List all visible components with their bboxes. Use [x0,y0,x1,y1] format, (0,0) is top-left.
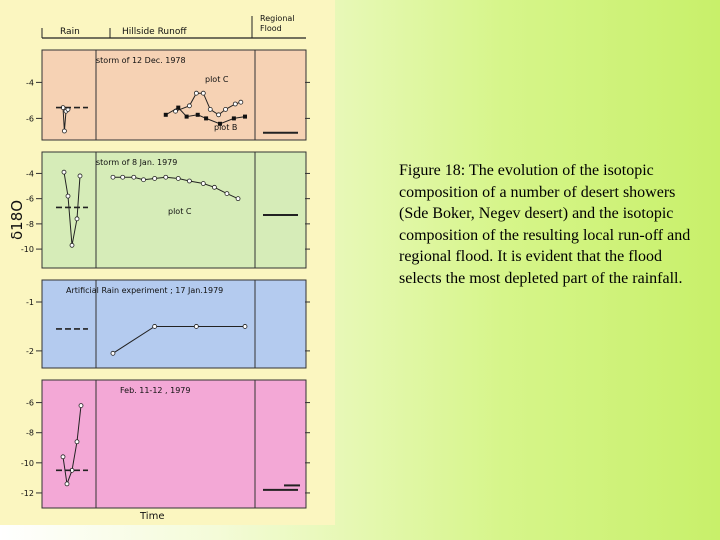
series-point [153,176,157,180]
column-headers [42,14,306,38]
panel-title: storm of 8 Jan. 1979 [96,158,178,167]
series-point [194,91,198,95]
series-point [236,197,240,201]
rain-point [66,194,70,198]
y-tick-label: -10 [20,458,34,468]
series-point [232,116,236,120]
series-point [111,351,115,355]
rain-point [75,217,79,221]
series-point [187,179,191,183]
series-point [196,113,200,117]
series-point [176,106,180,110]
y-axis-label: δ18O [8,199,26,240]
header-rain: Rain [60,27,80,37]
panel-title: storm of 12 Dec. 1978 [96,56,186,65]
series-point [176,176,180,180]
panel-background [42,380,306,508]
y-tick-label: -4 [26,78,34,88]
header-hillside-runoff: Hillside Runoff [122,27,187,37]
isotope-figure [0,0,335,525]
y-tick-label: -12 [20,488,34,498]
series-point [111,175,115,179]
y-tick-label: -1 [26,298,34,307]
series-point [243,324,247,328]
y-tick-label: -10 [20,245,34,255]
y-tick-label: -6 [26,398,34,408]
panel-title: Artificial Rain experiment ; 17 Jan.1979 [66,286,224,295]
rain-point [61,455,65,459]
rain-point [70,243,74,247]
series-point [204,116,208,120]
panel-4 [21,380,310,508]
series-point [243,115,247,119]
series-label: plot C [168,207,192,216]
series-point [164,175,168,179]
rain-point [62,129,66,133]
series-point [121,175,125,179]
y-tick-label: -8 [26,428,34,438]
rain-point [62,170,66,174]
panel-3 [26,280,310,368]
series-point [239,100,243,104]
panels-group [21,50,310,508]
header-regional-flood: Regional Flood [260,14,295,33]
series-point [225,192,229,196]
series-label: plot B [214,123,238,132]
figure-panel [0,0,335,525]
rain-point [78,174,82,178]
series-point [164,113,168,117]
y-tick-label: -2 [26,346,34,356]
x-axis-label: Time [140,511,165,522]
series-point [142,178,146,182]
panel-title: Feb. 11-12 , 1979 [120,386,191,395]
rain-point [75,440,79,444]
rain-point [65,482,69,486]
series-point [212,185,216,189]
y-tick-label: -6 [26,114,34,124]
panel-2 [21,152,310,268]
y-tick-label: -4 [26,169,34,179]
y-tick-label: -6 [26,194,34,204]
series-point [185,115,189,119]
rain-point [79,404,83,408]
series-point [132,175,136,179]
series-point [194,324,198,328]
series-point [208,107,212,111]
series-point [233,102,237,106]
series-label: plot C [205,75,229,84]
series-point [153,324,157,328]
y-tick-label: -8 [26,219,34,229]
series-point [201,182,205,186]
series-point [217,113,221,117]
figure-caption: Figure 18: The evolution of the isotopic composition of a number of desert showers (Sde Boker, Negev desert) and the isotopic composition of the resulting local run-off and regional flood. It is evident that the flood selects the most depleted part of the rainfall. [399,162,691,287]
series-point [187,104,191,108]
series-point [201,91,205,95]
panel-1 [26,50,310,140]
series-point [224,107,228,111]
